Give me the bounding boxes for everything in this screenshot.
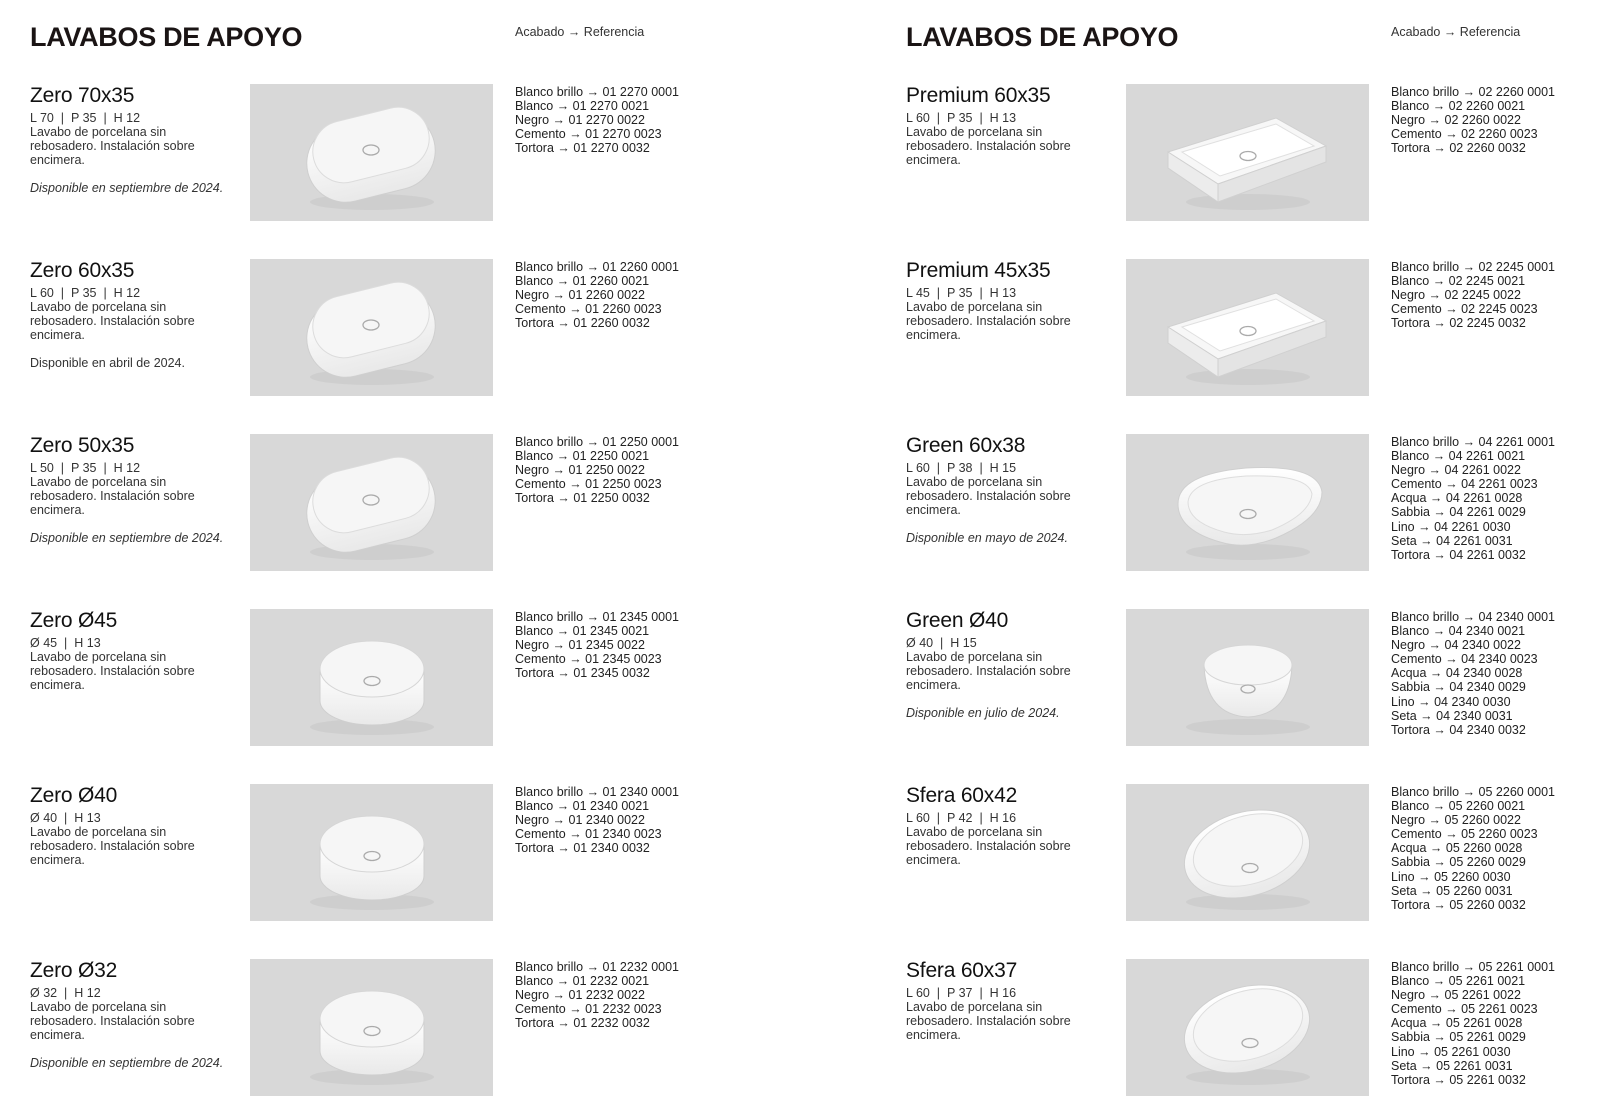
product-availability: Disponible en septiembre de 2024. — [30, 181, 224, 195]
finish-reference-list — [1391, 785, 1555, 912]
finish-reference: Lino → 05 2260 0030 — [1391, 869, 1511, 884]
product-image — [1126, 609, 1369, 746]
finish-reference: Cemento → 01 2232 0023 — [515, 1002, 662, 1017]
product-row — [0, 784, 800, 924]
product-dimensions: L 60 | P 35 | H 13 — [906, 111, 1017, 125]
product-dimensions: L 60 | P 42 | H 16 — [906, 811, 1017, 825]
finish-reference: Negro → 01 2232 0022 — [515, 988, 645, 1003]
product-row — [880, 784, 1600, 924]
product-dimensions: Ø 32 | H 12 — [30, 986, 101, 1000]
product-availability: Disponible en septiembre de 2024. — [30, 1056, 224, 1070]
finish-reference-list — [1391, 85, 1555, 155]
finish-reference-list — [1391, 435, 1555, 562]
basin-illustration — [250, 434, 493, 571]
finish-reference: Tortora → 01 2250 0032 — [515, 491, 650, 506]
finish-reference-list — [515, 260, 679, 330]
page-title: LAVABOS DE APOYO — [906, 22, 1179, 52]
product-info — [906, 609, 1121, 720]
product-info — [906, 434, 1121, 545]
finish-reference: Negro → 01 2260 0022 — [515, 288, 645, 303]
finish-reference: Acqua → 04 2261 0028 — [1391, 491, 1523, 506]
product-image — [1126, 784, 1369, 921]
finish-reference: Blanco → 04 2340 0021 — [1391, 624, 1526, 639]
product-row — [0, 434, 800, 574]
product-dimensions: L 60 | P 37 | H 16 — [906, 986, 1017, 1000]
finish-reference: Negro → 02 2260 0022 — [1391, 113, 1521, 128]
product-description: Lavabo de porcelana sin rebosadero. Instalación sobre encimera. — [30, 475, 195, 517]
product-dimensions: L 70 | P 35 | H 12 — [30, 111, 141, 125]
finish-reference: Blanco → 02 2260 0021 — [1391, 99, 1526, 114]
product-availability: Disponible en julio de 2024. — [906, 706, 1060, 720]
product-image — [250, 609, 493, 746]
product-name: Zero 70x35 — [30, 84, 135, 107]
product-info — [906, 259, 1121, 342]
product-image — [250, 84, 493, 221]
finish-reference: Lino → 04 2261 0030 — [1391, 519, 1511, 534]
finish-reference: Seta → 05 2261 0031 — [1391, 1058, 1513, 1073]
finish-reference: Negro → 05 2260 0022 — [1391, 813, 1521, 828]
product-availability: Disponible en abril de 2024. — [30, 356, 185, 370]
finish-reference: Cemento → 05 2261 0023 — [1391, 1002, 1538, 1017]
basin-illustration — [1126, 84, 1369, 221]
product-description: Lavabo de porcelana sin rebosadero. Instalación sobre encimera. — [30, 650, 195, 692]
product-name: Sfera 60x42 — [906, 784, 1018, 807]
finish-reference: Negro → 05 2261 0022 — [1391, 988, 1521, 1003]
finish-reference: Tortora → 05 2261 0032 — [1391, 1072, 1526, 1087]
finish-reference: Blanco brillo → 04 2261 0001 — [1391, 435, 1556, 449]
product-dimensions: Ø 40 | H 15 — [906, 636, 977, 650]
product-name: Zero Ø40 — [30, 784, 118, 807]
product-dimensions: L 45 | P 35 | H 13 — [906, 286, 1017, 300]
product-description: Lavabo de porcelana sin rebosadero. Instalación sobre encimera. — [906, 300, 1071, 342]
finish-reference: Cemento → 04 2261 0023 — [1391, 477, 1538, 492]
column-header: Acabado → Referencia — [515, 25, 645, 39]
finish-reference: Seta → 05 2260 0031 — [1391, 883, 1513, 898]
finish-reference: Blanco brillo → 01 2250 0001 — [515, 435, 680, 449]
finish-reference: Blanco brillo → 02 2245 0001 — [1391, 260, 1556, 274]
basin-illustration — [250, 959, 493, 1096]
product-image — [1126, 259, 1369, 396]
product-info — [30, 784, 245, 867]
finish-reference: Negro → 01 2270 0022 — [515, 113, 645, 128]
product-row — [0, 609, 800, 749]
product-info — [906, 784, 1121, 867]
product-row — [0, 84, 800, 224]
product-row — [880, 434, 1600, 574]
finish-reference: Tortora → 01 2260 0032 — [515, 316, 650, 331]
product-row — [880, 84, 1600, 224]
finish-reference: Tortora → 05 2260 0032 — [1391, 897, 1526, 912]
finish-reference: Blanco → 05 2261 0021 — [1391, 974, 1526, 989]
product-description: Lavabo de porcelana sin rebosadero. Instalación sobre encimera. — [30, 125, 195, 167]
product-description: Lavabo de porcelana sin rebosadero. Instalación sobre encimera. — [30, 1000, 195, 1042]
basin-illustration — [1126, 609, 1369, 746]
finish-reference: Sabbia → 05 2260 0029 — [1391, 855, 1526, 870]
basin-illustration — [250, 609, 493, 746]
finish-reference: Blanco → 05 2260 0021 — [1391, 799, 1526, 814]
finish-reference: Negro → 01 2250 0022 — [515, 463, 645, 478]
finish-reference: Tortora → 04 2261 0032 — [1391, 547, 1526, 562]
column-header: Acabado → Referencia — [1391, 25, 1521, 39]
product-info — [30, 959, 245, 1070]
product-name: Sfera 60x37 — [906, 959, 1018, 982]
finish-reference: Sabbia → 04 2340 0029 — [1391, 680, 1526, 695]
product-description: Lavabo de porcelana sin rebosadero. Instalación sobre encimera. — [906, 825, 1071, 867]
finish-reference: Cemento → 01 2270 0023 — [515, 127, 662, 142]
product-name: Premium 60x35 — [906, 84, 1051, 107]
product-name: Zero 60x35 — [30, 259, 135, 282]
finish-reference: Cemento → 05 2260 0023 — [1391, 827, 1538, 842]
finish-reference: Cemento → 01 2250 0023 — [515, 477, 662, 492]
product-row — [0, 259, 800, 399]
product-image — [250, 259, 493, 396]
product-info — [30, 434, 245, 545]
finish-reference: Blanco → 01 2345 0021 — [515, 624, 650, 639]
product-description: Lavabo de porcelana sin rebosadero. Instalación sobre encimera. — [906, 125, 1071, 167]
finish-reference: Acqua → 05 2260 0028 — [1391, 841, 1523, 856]
product-info — [30, 259, 245, 370]
finish-reference: Cemento → 02 2245 0023 — [1391, 302, 1538, 317]
finish-reference: Tortora → 01 2340 0032 — [515, 841, 650, 856]
product-image — [1126, 84, 1369, 221]
finish-reference: Cemento → 04 2340 0023 — [1391, 652, 1538, 667]
product-info — [30, 84, 245, 195]
finish-reference: Lino → 04 2340 0030 — [1391, 694, 1511, 709]
finish-reference: Blanco brillo → 01 2232 0001 — [515, 960, 680, 974]
finish-reference-list — [1391, 610, 1555, 737]
finish-reference: Sabbia → 04 2261 0029 — [1391, 505, 1526, 520]
product-dimensions: L 60 | P 38 | H 15 — [906, 461, 1017, 475]
finish-reference: Seta → 04 2340 0031 — [1391, 708, 1513, 723]
basin-illustration — [1126, 434, 1369, 571]
product-name: Green Ø40 — [906, 609, 1009, 632]
finish-reference: Blanco brillo → 05 2260 0001 — [1391, 785, 1556, 799]
product-description: Lavabo de porcelana sin rebosadero. Instalación sobre encimera. — [906, 650, 1071, 692]
finish-reference: Blanco brillo → 01 2260 0001 — [515, 260, 680, 274]
finish-reference: Tortora → 01 2232 0032 — [515, 1016, 650, 1031]
product-availability: Disponible en mayo de 2024. — [906, 531, 1068, 545]
finish-reference: Tortora → 04 2340 0032 — [1391, 722, 1526, 737]
product-name: Zero 50x35 — [30, 434, 135, 457]
finish-reference: Blanco → 04 2261 0021 — [1391, 449, 1526, 464]
product-name: Zero Ø45 — [30, 609, 118, 632]
finish-reference: Blanco → 01 2270 0021 — [515, 99, 650, 114]
finish-reference-list — [515, 785, 679, 855]
product-name: Zero Ø32 — [30, 959, 118, 982]
product-row — [0, 959, 800, 1099]
product-dimensions: L 60 | P 35 | H 12 — [30, 286, 141, 300]
finish-reference: Cemento → 02 2260 0023 — [1391, 127, 1538, 142]
basin-illustration — [1126, 959, 1369, 1096]
product-description: Lavabo de porcelana sin rebosadero. Instalación sobre encimera. — [906, 475, 1071, 517]
finish-reference: Negro → 04 2261 0022 — [1391, 463, 1521, 478]
basin-illustration — [1126, 259, 1369, 396]
finish-reference: Acqua → 05 2261 0028 — [1391, 1016, 1523, 1031]
product-description: Lavabo de porcelana sin rebosadero. Instalación sobre encimera. — [30, 300, 195, 342]
basin-illustration — [250, 784, 493, 921]
finish-reference-list — [515, 960, 679, 1030]
basin-illustration — [250, 259, 493, 396]
finish-reference-list — [515, 85, 679, 155]
product-image — [250, 784, 493, 921]
finish-reference: Lino → 05 2261 0030 — [1391, 1044, 1511, 1059]
finish-reference: Blanco brillo → 04 2340 0001 — [1391, 610, 1556, 624]
finish-reference: Blanco → 02 2245 0021 — [1391, 274, 1526, 289]
finish-reference: Negro → 04 2340 0022 — [1391, 638, 1521, 653]
finish-reference: Blanco → 01 2232 0021 — [515, 974, 650, 989]
finish-reference: Blanco → 01 2260 0021 — [515, 274, 650, 289]
finish-reference: Tortora → 02 2245 0032 — [1391, 316, 1526, 331]
finish-reference: Tortora → 01 2345 0032 — [515, 666, 650, 681]
finish-reference: Negro → 01 2345 0022 — [515, 638, 645, 653]
product-image — [250, 959, 493, 1096]
finish-reference: Negro → 02 2245 0022 — [1391, 288, 1521, 303]
finish-reference-list — [515, 435, 679, 505]
finish-reference: Blanco brillo → 02 2260 0001 — [1391, 85, 1556, 99]
finish-reference: Blanco brillo → 01 2270 0001 — [515, 85, 680, 99]
product-description: Lavabo de porcelana sin rebosadero. Instalación sobre encimera. — [30, 825, 195, 867]
finish-reference: Tortora → 02 2260 0032 — [1391, 141, 1526, 156]
finish-reference: Negro → 01 2340 0022 — [515, 813, 645, 828]
basin-illustration — [1126, 784, 1369, 921]
product-info — [30, 609, 245, 692]
product-dimensions: L 50 | P 35 | H 12 — [30, 461, 141, 475]
product-image — [1126, 434, 1369, 571]
finish-reference: Acqua → 04 2340 0028 — [1391, 666, 1523, 681]
product-info — [906, 84, 1121, 167]
finish-reference: Cemento → 01 2345 0023 — [515, 652, 662, 667]
finish-reference: Blanco brillo → 01 2345 0001 — [515, 610, 680, 624]
finish-reference: Tortora → 01 2270 0032 — [515, 141, 650, 156]
finish-reference: Sabbia → 05 2261 0029 — [1391, 1030, 1526, 1045]
product-info — [906, 959, 1121, 1042]
catalog-page-right — [880, 0, 1600, 1120]
finish-reference: Seta → 04 2261 0031 — [1391, 533, 1513, 548]
product-row — [880, 959, 1600, 1099]
product-dimensions: Ø 45 | H 13 — [30, 636, 101, 650]
product-image — [250, 434, 493, 571]
finish-reference-list — [1391, 960, 1555, 1087]
basin-illustration — [250, 84, 493, 221]
product-name: Premium 45x35 — [906, 259, 1051, 282]
finish-reference: Cemento → 01 2260 0023 — [515, 302, 662, 317]
finish-reference: Cemento → 01 2340 0023 — [515, 827, 662, 842]
product-dimensions: Ø 40 | H 13 — [30, 811, 101, 825]
finish-reference: Blanco → 01 2250 0021 — [515, 449, 650, 464]
product-availability: Disponible en septiembre de 2024. — [30, 531, 224, 545]
product-row — [880, 259, 1600, 399]
finish-reference-list — [1391, 260, 1555, 330]
finish-reference: Blanco brillo → 01 2340 0001 — [515, 785, 680, 799]
finish-reference: Blanco brillo → 05 2261 0001 — [1391, 960, 1556, 974]
finish-reference: Blanco → 01 2340 0021 — [515, 799, 650, 814]
product-image — [1126, 959, 1369, 1096]
product-name: Green 60x38 — [906, 434, 1026, 457]
page-title: LAVABOS DE APOYO — [30, 22, 303, 52]
finish-reference-list — [515, 610, 679, 680]
product-row — [880, 609, 1600, 749]
product-description: Lavabo de porcelana sin rebosadero. Instalación sobre encimera. — [906, 1000, 1071, 1042]
